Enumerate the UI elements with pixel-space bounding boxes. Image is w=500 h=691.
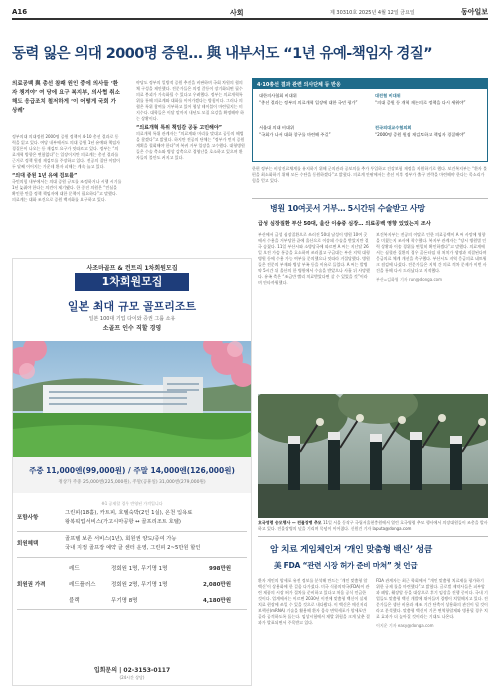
quote-who: 서울대 의대 비대위	[259, 125, 295, 130]
ad-price-sub: 정상가 주중 25,000엔(225,000원), 주말(공휴일) 31,000엔(279,000원)	[58, 480, 206, 485]
ad-row-label: 포함사항	[17, 515, 39, 521]
quote-who: 전국의대교수협의회	[375, 125, 412, 130]
body-text-col2: 야당도 정부의 일방적 증원 추진을 비판하며 국회 차원의 협의체 구성을 제안했다. 전문가들은 의정 갈등이 장기화되면 필수의료 붕괴가 가속화될 수 있다고 우려했다. 정부는 의료개혁특위를 통해 의료계와 대화를 이어가겠다는 방침이다. 그러나 의협은 특위 참여를 거부하고 있어 협상 테이블이 마련될지는 미지수다. 대학들은 이달 말까지 내년도 모집 요강을 확정해야 하는 상황이다. “의료개혁 특위 책임감 공동 고민해야” 의료개혁 특위 관계자는 “의료계와 머리를 맞대고 공동의 해법을 찾겠다”고 밝혔다. 하지만 전공의 단체는 “정부가 먼저 증원 계획을 철회해야 한다”며 복귀 거부 입장을 고수했다. 대형병원들은 수술 축소와 병상 감축으로 경영난을 호소하고 있으며 환자들의 불안도 커지고 있다.	[136, 80, 245, 160]
ad-title: 일본 최대 규모 골프리조트	[67, 300, 197, 313]
tier-price: 998만원	[209, 566, 232, 572]
divider	[258, 536, 488, 537]
body-text-col1: 정부의대 의대정원 2000명 증원 정책이 4·10 총선 결과로 동력을 잃고 있다. 여당 내부에서도 의대 증원 1년 유예와 책임자 경질론이 나오는 등 재검토 요구가 잇따르고 있다. 정부는 “의료개혁 방향은 변함없다”는 입장이지만 의료계는 총선 결과를 근거로 정책 원점 재검토를 주장하고 있다. 전공의 집단 이탈이 두 달째 이어지는 가운데 환자 피해는 계속 늘고 있다. “의대 증원 1년 유예 검토를” 국민의힘 내부에서는 의대 증원 규모를 조정하거나 시행 시기를 1년 늦춰야 한다는 의견이 제기됐다. 한 중진 의원은 “민심을 확인한 만큼 정책 책임자에 대한 문책이 필요하다”고 말했다. 의료계는 대화 조건으로 증원 백지화를 요구하고 있다.	[12, 134, 122, 202]
photo-caption	[258, 520, 488, 532]
article3-body-right: FDA 관계자는 최근 학회에서 “개인 맞춤형 치료제를 평가하기 위한 규제 틀을 마련했다”고 밝혔다. 글로벌 제약사들은 피부암과 폐암, 췌장암 등을 대상으로 후기 임상을 진행 중이다. 국내 기업들도 맞춤형 백신 개발에 뛰어들며 경쟁이 치열해지고 있다. 전문가들은 생산 비용과 제조 기간 단축이 상용화의 관건이 될 것이라고 분석했다. 맞춤형 백신이 기존 면역항암제와 병용될 경우 치료 효과가 더 높아질 것이라는 기대도 나온다. 이지운 기자 easy@donga.com	[376, 578, 488, 628]
page-number: A16	[12, 8, 28, 16]
ad-description: 일본 100대 기업 다이와 증권 그룹 소유	[88, 316, 176, 322]
tier-persons: 무기명 8명	[111, 598, 138, 604]
ad-row-value: 그린피(18홀), 카트피, 호텔숙박(2인 1실), 온천 입욕료	[65, 510, 193, 516]
article3-subtitle: 美 FDA “관련 시장 허가 준비 마쳐” 첫 언급	[274, 561, 418, 570]
quote-who: 대한의사협회 비대위	[259, 93, 297, 98]
resort-photo	[13, 341, 251, 457]
col2-subhead: “의료개혁 특위 책임감 공동 고민해야”	[136, 125, 222, 131]
body-text-col3: 한편 정부는 비상진료체계를 유지하기 위해 군의관과 공보의를 추가 투입하고 건강보험 재정을 지원하기로 했다. 보건복지부는 “환자 불편을 최소화하기 위해 모든 수단을 동원하겠다”고 밝혔다. 의료계 안팎에서는 총선 이후 정부가 출구 전략을 마련해야 한다는 목소리가 힘을 얻고 있다.	[252, 166, 487, 183]
tier-name: 레드	[69, 566, 80, 572]
ad-tagline: 사조마골프 & 컨트리 1차회원모집	[86, 265, 178, 272]
photo-caption-text: 11일 서울 동작구 국립서울현충원에서 열린 호국영령 추모 행사에서 의장대원들이 조총을 발사하고 있다. 전몰장병의 넋을 기리며 묵념이 이어졌다. 신원건 기자 laputa@donga.com	[258, 520, 488, 531]
article2-body-right: 보건복지부는 전공의 이탈로 인한 의료공백이 A 씨 사망에 영향을 미쳤는지 조사에 착수했다. 복지부 관계자는 “당시 병원별 인력 상황과 이송 경위를 면밀히 확인하겠다”고 말했다. 의료계에서는 심혈관 질환의 경우 골든타임 내 처치가 생명과 직결된다며 응급의료 체계 개선을 촉구했다. 부산시도 지역 응급의료 네트워크 점검에 나섰다. 전문가들은 지역 간 의료 격차 문제가 이번 사건을 통해 다시 드러났다고 지적했다. 부산=김화영 기자 run@donga.com	[376, 232, 487, 282]
article2-body-left: 부산에서 급성 심장질환으로 쓰러진 50대 남성이 병원 10여 곳에서 수용을 거부당한 끝에 울산으로 이송돼 수술을 받았지만 결국 숨졌다. 11일 부산시와 소방당국에 따르면 A 씨는 지난달 26일 오전 가슴 통증을 호소하며 쓰러졌고 구급대는 부산 지역 대형병원 등에 수용 가능 여부를 문의했으나 잇따라 거절당했다. 병원들은 전문의 부재와 병상 부족 등을 이유로 들었다. A 씨는 발병 약 5시간 뒤 울산의 한 병원에서 수술을 받았으나 사흘 뒤 사망했다. 유족 측은 “조금만 빨리 치료받았다면 살 수 있었을 것”이라며 안타까워했다.	[258, 232, 370, 285]
newspaper-logo: 동아일보	[460, 7, 488, 16]
section-title: 사회	[230, 9, 244, 17]
article2-byline: 부산=김화영 기자 run@donga.com	[376, 277, 442, 282]
divider	[252, 198, 488, 199]
photo-caption-title: 호국영령 숭모행사 — 전몰장병 추모	[258, 520, 322, 525]
resort-photo-image	[13, 341, 251, 457]
ad-note: ※1 공제할 경우 반영된 가격입니다	[101, 501, 163, 506]
quote-text: “의대 증원 등 개혁 재논의로 정책을 다시 세워야”	[375, 100, 466, 105]
ad-description-2: 소골프 인수 직할 경영	[102, 325, 162, 332]
ad-row-value: 왕복픽업서비스(가고시마공항 ↔ 골프리조트 호텔)	[65, 519, 181, 525]
tier-persons: 정회원 1명, 무기명 1명	[111, 566, 168, 572]
lead-summary: 의료공백 與 총선 참패 원인 중에 의사들 ‘환자 챙겨야’ 여 당에 요구 복지부, 의사협 취소해도 응급조치 철저하게 ‘이 어떻게 국회 가 상례’	[12, 81, 120, 114]
article3-byline: 이지운 기자 easy@donga.com	[376, 623, 434, 628]
pricing-label: 회원권 가격	[17, 582, 46, 588]
ad-hours: (24시간 상담)	[119, 675, 145, 680]
ad-row-value: 골프텔 보존 서비스(1년), 회원권 양도/증여 가능	[65, 536, 177, 542]
tier-name: 레드플러스	[69, 582, 96, 588]
col1-subhead: “의대 증원 1년 유예 검토를”	[12, 173, 78, 179]
ad-price-main: 주중 11,000엔(99,000원) / 주말 14,000엔(126,000원)	[29, 466, 235, 475]
article2-subtitle: 급성 심장질환 부산 50대, 울산 이송중 심장… 의료공백 영향 있었는지 조사	[258, 221, 431, 227]
tier-price: 2,080만원	[203, 582, 232, 588]
quote-text: “2000명 증원 원점 재검토하고 책임자 경질해야”	[375, 132, 466, 137]
golf-advertisement	[12, 258, 252, 686]
newspaper-page	[12, 6, 488, 686]
ad-price-box	[13, 457, 251, 493]
ad-phone: 입회문의 | 02-3153-0117	[93, 667, 171, 674]
page-header	[12, 6, 488, 20]
reaction-box	[252, 78, 488, 162]
ad-row-label: 회원혜택	[17, 541, 39, 547]
quote-text: “총선 결과는 정부의 의료개혁 입장에 대한 국민 평가”	[259, 100, 358, 105]
ad-row-value: 국내 지정 골프장 예약 클 센터 운영, 그린피 2~5만원 할인	[65, 545, 201, 551]
ceremony-photo	[258, 394, 488, 518]
divider	[17, 531, 247, 532]
article2-title: 병원 10여곳서 거부… 5시간뒤 수술받고 사망	[270, 204, 425, 213]
quote-text: “국회가 나서 대화 창구를 마련해 주길”	[259, 132, 331, 137]
tier-price: 4,180만원	[203, 598, 232, 604]
ad-badge: 1차회원모집	[75, 273, 189, 291]
divider	[17, 557, 247, 558]
tier-persons: 정회원 2명, 무기명 1명	[111, 582, 168, 588]
ad-header	[13, 259, 251, 341]
ceremony-photo-image	[258, 394, 488, 518]
article3-body-left: 환자 개인의 암세포 유전 정보를 분석해 만드는 ‘개인 맞춤형 암 백신’이 상용화에 한 걸음 다가섰다. 미국 식품의약국(FDA)이 관련 제품의 시장 허가 절차를 준비하고 있다고 처음 공식 언급한 것이다. 업계에서는 이르면 2030년 이전에 맞춤형 백신이 실제 치료 현장에 쓰일 수 있을 것으로 내다봤다. 이 백신은 메신저리보핵산(mRNA) 기술을 활용해 환자 몸속 면역세포가 암세포만 골라 공격하도록 돕는다. 임상시험에서 재발 위험을 크게 낮춘 결과가 발표되면서 주목받고 있다.	[258, 578, 370, 625]
quote-who: 대전협 비대위	[375, 93, 401, 98]
reaction-box-title: 4·10총선 결과 관련 의사단체 등 반응	[253, 79, 487, 89]
article3-title: 암 치료 게임체인저 ‘개인 맞춤형 백신’ 성큼	[270, 545, 433, 555]
divider	[17, 609, 247, 610]
main-headline: 동력 잃은 의대 2000명 증원… 與 내부서도 “1년 유예-책임자 경질”	[12, 46, 433, 62]
tier-name: 블랙	[69, 598, 80, 604]
issue-info: 제 30310호 2025년 4월 12일 금요일	[330, 10, 415, 16]
